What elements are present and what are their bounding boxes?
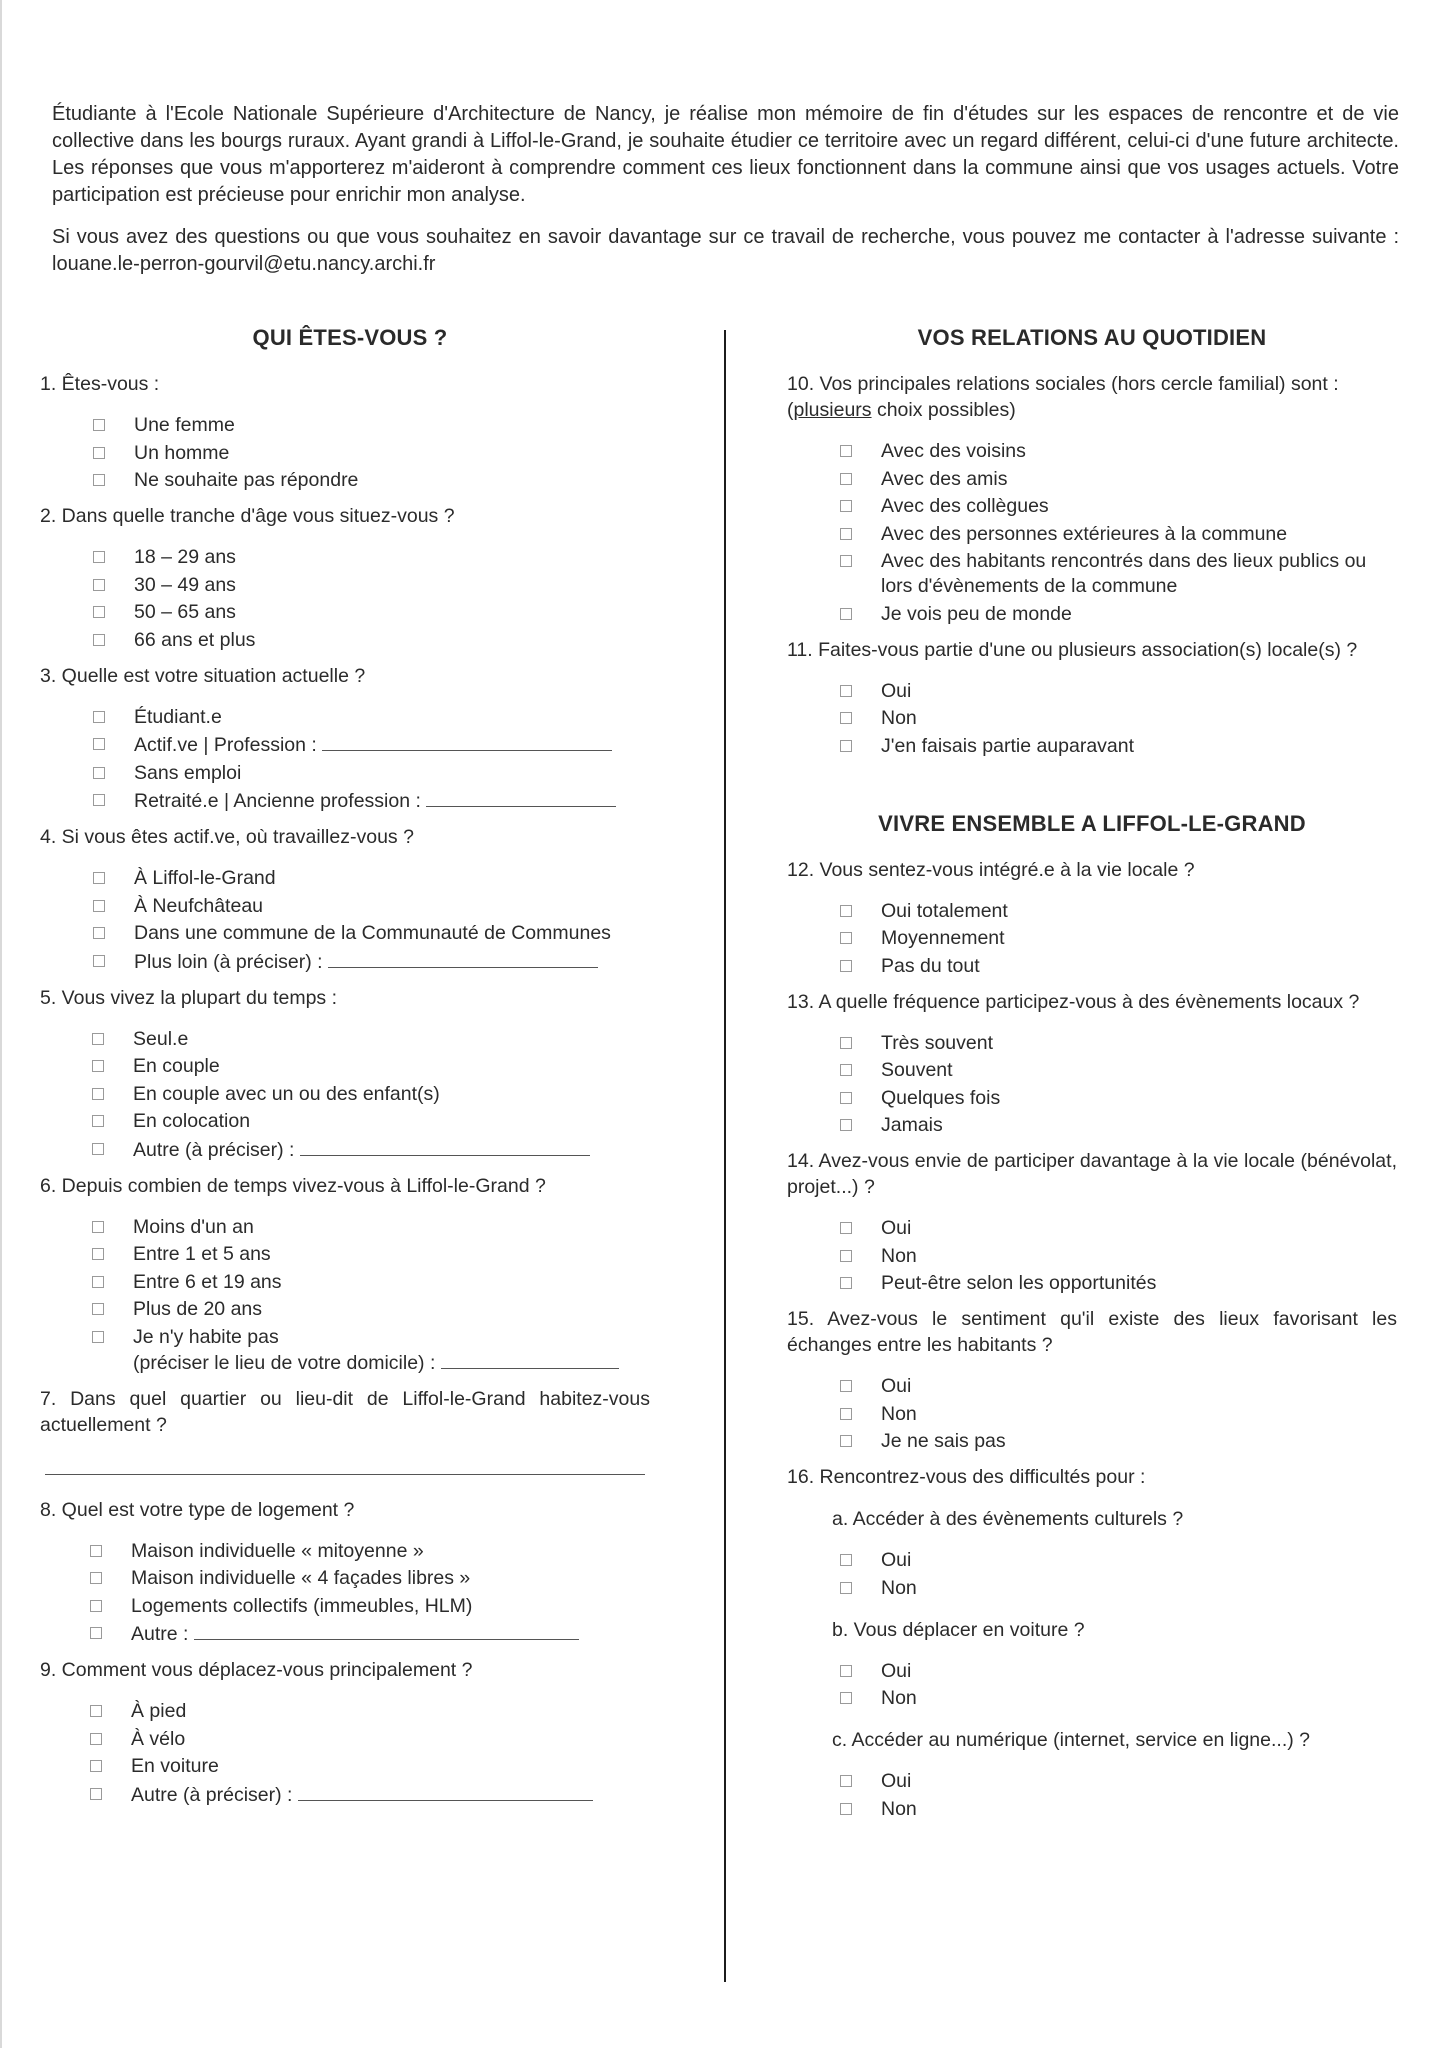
checkbox[interactable]	[92, 1248, 104, 1260]
option-label: Oui	[881, 1375, 912, 1397]
checkbox[interactable]	[840, 555, 852, 567]
question-text: 15. Avez-vous le sentiment qu'il existe des lieux favorisant les échanges entre les habitants ?	[787, 1308, 1397, 1356]
option-item[interactable]	[840, 1374, 1397, 1399]
option-item[interactable]	[90, 1594, 650, 1619]
option-list	[840, 679, 1397, 759]
option-label: 66 ans et plus	[134, 628, 256, 651]
option-label: Avec des voisins	[881, 440, 1026, 462]
option-text: Retraité.e | Ancienne profession :	[134, 790, 421, 812]
option-item[interactable]	[840, 1769, 1397, 1794]
option-label: En couple	[133, 1055, 220, 1077]
checkbox[interactable]	[93, 447, 105, 459]
question-12	[787, 857, 1397, 979]
option-item[interactable]	[92, 1325, 650, 1376]
option-item[interactable]	[840, 954, 1397, 979]
option-item[interactable]	[93, 600, 650, 625]
question-7	[40, 1386, 650, 1487]
option-item[interactable]	[92, 1270, 650, 1295]
left-column	[40, 325, 650, 1818]
option-label	[134, 949, 650, 975]
option-label: En colocation	[133, 1110, 251, 1132]
question-text: 14. Avez-vous envie de participer davantage à la vie locale (bénévolat, projet...) ?	[787, 1150, 1397, 1198]
option-list	[840, 1031, 1397, 1139]
checkbox[interactable]	[93, 551, 105, 563]
section-title-vivre: VIVRE ENSEMBLE A LIFFOL-LE-GRAND	[878, 810, 1306, 836]
checkbox[interactable]	[93, 927, 105, 939]
option-item[interactable]	[93, 545, 650, 570]
checkbox[interactable]	[92, 1303, 104, 1315]
question-text: 7. Dans quel quartier ou lieu-dit de Liffol-le-Grand habitez-vous actuellement ?	[40, 1387, 650, 1436]
question-text: 16. Rencontrez-vous des difficultés pour :	[787, 1466, 1146, 1488]
option-list	[93, 545, 650, 653]
checkbox[interactable]	[92, 1276, 104, 1288]
option-label: Peut-être selon les opportunités	[881, 1272, 1157, 1294]
question-1	[40, 371, 650, 493]
option-list	[840, 439, 1397, 627]
option-text: Autre (à préciser) :	[131, 1783, 293, 1806]
option-item[interactable]	[92, 1054, 650, 1079]
option-label: Étudiant.e	[134, 705, 222, 728]
option-item[interactable]	[92, 1109, 650, 1134]
option-label: Dans une commune de la Communauté de Communes	[134, 922, 611, 944]
option-item[interactable]	[840, 494, 1397, 519]
option-label: En couple avec un ou des enfant(s)	[133, 1082, 440, 1105]
option-item[interactable]	[93, 468, 650, 493]
column-divider	[724, 330, 726, 1982]
option-item[interactable]	[840, 1429, 1397, 1454]
option-list	[840, 1769, 1397, 1822]
option-label: À pied	[131, 1700, 187, 1722]
option-item[interactable]	[93, 866, 650, 891]
question-16	[787, 1464, 1397, 1822]
option-item[interactable]	[840, 1797, 1397, 1822]
option-item[interactable]	[92, 1242, 650, 1267]
quartier-answer-line[interactable]	[45, 1438, 645, 1475]
option-item[interactable]	[840, 926, 1397, 951]
option-item[interactable]	[90, 1754, 650, 1779]
checkbox[interactable]	[93, 579, 105, 591]
question-text: 13. A quelle fréquence participez-vous à des évènements locaux ?	[787, 990, 1360, 1013]
domicile-blank[interactable]	[441, 1350, 619, 1369]
option-item[interactable]	[840, 602, 1397, 627]
option-label	[134, 788, 650, 814]
option-item[interactable]	[90, 1782, 650, 1808]
option-list	[90, 1539, 650, 1648]
option-label: Oui	[881, 1659, 912, 1682]
checkbox[interactable]	[92, 1088, 104, 1100]
checkbox[interactable]	[840, 685, 852, 697]
checkbox[interactable]	[840, 1803, 852, 1815]
intro-contact-paragraph: Si vous avez des questions ou que vous souhaitez en savoir davantage sur ce travail de recherche, vous pouvez me contacter à l'adresse suivante : louane.le-perron-gourvil@etu.nancy.archi.fr	[52, 226, 1399, 275]
option-label: Maison individuelle « 4 façades libres »	[131, 1567, 471, 1589]
option-label: Oui	[881, 679, 912, 702]
checkbox[interactable]	[90, 1760, 102, 1772]
option-item[interactable]	[93, 573, 650, 598]
checkbox[interactable]	[840, 1222, 852, 1234]
checkbox[interactable]	[92, 1221, 104, 1233]
question-3	[40, 663, 650, 815]
option-item[interactable]	[840, 1244, 1397, 1269]
option-label: Plus de 20 ans	[133, 1298, 263, 1320]
question-6	[40, 1173, 650, 1376]
question-text: 10. Vos principales relations sociales (hors cercle familial) sont :	[787, 373, 1339, 395]
option-item[interactable]	[92, 1082, 650, 1107]
checkbox[interactable]	[93, 767, 105, 779]
option-list	[92, 1027, 650, 1163]
question-11	[787, 637, 1397, 759]
option-item[interactable]	[93, 894, 650, 919]
question-text: 5. Vous vivez la plupart du temps :	[40, 986, 337, 1009]
option-item[interactable]	[90, 1727, 650, 1752]
option-label	[131, 1621, 650, 1647]
option-label: Sans emploi	[134, 761, 242, 784]
option-label: Jamais	[881, 1114, 943, 1136]
checkbox[interactable]	[840, 1092, 852, 1104]
option-label: Très souvent	[881, 1031, 993, 1054]
option-item[interactable]	[93, 949, 650, 975]
former-profession-blank[interactable]	[426, 788, 616, 807]
option-list	[840, 1659, 1397, 1712]
option-item[interactable]	[840, 1113, 1397, 1138]
option-label: Oui	[881, 1549, 912, 1571]
checkbox[interactable]	[93, 606, 105, 618]
question-8	[40, 1497, 650, 1648]
option-list	[840, 1216, 1397, 1296]
option-label: Avec des amis	[881, 467, 1008, 490]
option-item[interactable]	[93, 788, 650, 814]
checkbox[interactable]	[90, 1733, 102, 1745]
option-label: En voiture	[131, 1755, 219, 1777]
question-text: 4. Si vous êtes actif.ve, où travaillez-vous ?	[40, 826, 414, 848]
checkbox[interactable]	[840, 528, 852, 540]
option-list	[92, 1215, 650, 1376]
option-item[interactable]	[840, 679, 1397, 704]
checkbox[interactable]	[840, 1692, 852, 1704]
profession-blank[interactable]	[322, 732, 612, 751]
option-label: J'en faisais partie auparavant	[881, 734, 1135, 757]
option-label	[133, 1137, 650, 1163]
option-item[interactable]	[93, 705, 650, 730]
option-label: Souvent	[881, 1059, 953, 1081]
question-10	[787, 371, 1397, 627]
option-item[interactable]	[93, 628, 650, 653]
other-transport-blank[interactable]	[298, 1782, 593, 1801]
option-label: Un homme	[134, 441, 230, 464]
option-label	[134, 732, 650, 758]
option-item[interactable]	[840, 1686, 1397, 1711]
option-item[interactable]	[840, 734, 1397, 759]
option-item[interactable]	[840, 549, 1397, 599]
option-label: Non	[881, 707, 917, 729]
checkbox[interactable]	[840, 1119, 852, 1131]
hint-rest: choix possibles)	[871, 399, 1016, 421]
option-item[interactable]	[840, 1659, 1397, 1684]
option-item[interactable]	[840, 1058, 1397, 1083]
checkbox[interactable]	[840, 1064, 852, 1076]
option-item[interactable]	[840, 1402, 1397, 1427]
option-item[interactable]	[93, 441, 650, 466]
checkbox[interactable]	[90, 1627, 102, 1639]
option-label: Non	[881, 1576, 917, 1599]
option-label: Non	[881, 1244, 917, 1267]
checkbox[interactable]	[840, 500, 852, 512]
option-label: 50 – 65 ans	[134, 601, 236, 623]
question-text: 9. Comment vous déplacez-vous principalement ?	[40, 1659, 473, 1681]
checkbox[interactable]	[93, 474, 105, 486]
question-text: 2. Dans quelle tranche d'âge vous situez-vous ?	[40, 505, 455, 527]
option-label: Non	[881, 1797, 917, 1820]
option-item[interactable]	[840, 1216, 1397, 1241]
question-text: 11. Faites-vous partie d'une ou plusieurs association(s) locale(s) ?	[787, 638, 1358, 661]
checkbox[interactable]	[93, 900, 105, 912]
checkbox[interactable]	[92, 1060, 104, 1072]
checkbox[interactable]	[93, 955, 105, 967]
option-detail: (préciser le lieu de votre domicile) :	[133, 1351, 436, 1374]
question-4	[40, 824, 650, 975]
option-label: Je vois peu de monde	[881, 602, 1072, 625]
checkbox[interactable]	[840, 1380, 852, 1392]
checkbox[interactable]	[840, 1665, 852, 1677]
question-text: 1. Êtes-vous :	[40, 373, 160, 395]
option-item[interactable]	[90, 1566, 650, 1591]
checkbox[interactable]	[840, 445, 852, 457]
section-title-relations: VOS RELATIONS AU QUOTIDIEN	[917, 325, 1267, 350]
checkbox[interactable]	[93, 711, 105, 723]
option-list	[840, 1548, 1397, 1601]
question-14	[787, 1148, 1397, 1296]
checkbox[interactable]	[840, 1408, 852, 1420]
checkbox[interactable]	[840, 1250, 852, 1262]
option-label: Non	[881, 1402, 917, 1425]
checkbox[interactable]	[90, 1705, 102, 1717]
checkbox[interactable]	[93, 794, 105, 806]
hint-underlined: plusieurs	[793, 399, 872, 421]
checkbox[interactable]	[90, 1545, 102, 1557]
option-item[interactable]	[92, 1215, 650, 1240]
option-text: Autre :	[131, 1623, 189, 1645]
option-item[interactable]	[840, 439, 1397, 464]
right-column	[787, 325, 1397, 1832]
checkbox[interactable]	[92, 1115, 104, 1127]
checkbox[interactable]	[90, 1572, 102, 1584]
option-label: Avec des personnes extérieures à la commune	[881, 522, 1288, 545]
option-item[interactable]	[90, 1699, 650, 1724]
option-list	[840, 1374, 1397, 1454]
option-item[interactable]	[90, 1621, 650, 1647]
checkbox[interactable]	[840, 905, 852, 917]
checkbox[interactable]	[92, 1143, 104, 1155]
checkbox[interactable]	[840, 1277, 852, 1289]
option-item[interactable]	[92, 1027, 650, 1052]
checkbox[interactable]	[93, 872, 105, 884]
option-list	[93, 413, 650, 493]
question-13	[787, 989, 1397, 1139]
checkbox[interactable]	[90, 1600, 102, 1612]
option-text: Plus loin (à préciser) :	[134, 950, 323, 973]
option-item[interactable]	[840, 706, 1397, 731]
option-label: Moins d'un an	[133, 1215, 254, 1238]
question-2	[40, 503, 650, 653]
other-housing-blank[interactable]	[194, 1621, 579, 1640]
option-label: Oui totalement	[881, 899, 1008, 922]
question-text: 6. Depuis combien de temps vivez-vous à Liffol-le-Grand ?	[40, 1174, 546, 1197]
checkbox[interactable]	[90, 1788, 102, 1800]
question-hint	[787, 397, 1397, 423]
location-blank[interactable]	[328, 949, 598, 968]
section-title-qui: QUI ÊTES-VOUS ?	[252, 325, 448, 350]
option-label: À vélo	[131, 1727, 186, 1750]
option-label: Seul.e	[133, 1027, 189, 1050]
option-label: Entre 1 et 5 ans	[133, 1243, 271, 1265]
option-label: Une femme	[134, 414, 235, 436]
option-label: Logements collectifs (immeubles, HLM)	[131, 1594, 473, 1617]
intro-paragraph: Étudiante à l'Ecole Nationale Supérieure d'Architecture de Nancy, je réalise mon mémoire de fin d'études sur les espaces de rencontre et de vie collective dans les bourgs ruraux. Ayant grandi à Liffol-le-Grand, je souhaite étudier ce territoire avec un regard différent, celui-ci d'une future architecte. Les réponses que vous m'apporterez m'aideront à comprendre comment ces lieux fonctionnent dans la commune ainsi que vos usages actuels. Votre participation est précieuse pour enrichir mon analyse.	[52, 103, 1399, 206]
option-label: Entre 6 et 19 ans	[133, 1270, 282, 1293]
option-label: 18 – 29 ans	[134, 546, 236, 568]
checkbox[interactable]	[840, 932, 852, 944]
option-label: Maison individuelle « mitoyenne »	[131, 1539, 424, 1562]
option-label: Moyennement	[881, 927, 1005, 949]
option-item[interactable]	[93, 413, 650, 438]
checkbox[interactable]	[840, 740, 852, 752]
checkbox[interactable]	[92, 1331, 104, 1343]
checkbox[interactable]	[840, 608, 852, 620]
checkbox[interactable]	[840, 1582, 852, 1594]
question-text: 8. Quel est votre type de logement ?	[40, 1498, 355, 1521]
checkbox[interactable]	[840, 1775, 852, 1787]
checkbox[interactable]	[93, 634, 105, 646]
option-list	[90, 1699, 650, 1808]
option-item[interactable]	[92, 1297, 650, 1322]
option-label: Avec des habitants rencontrés dans des lieux publics ou lors d'évènements de la commune	[881, 550, 1367, 597]
option-label: Quelques fois	[881, 1086, 1001, 1109]
question-16a-text: a. Accéder à des évènements culturels ?	[832, 1508, 1184, 1530]
question-16b-text: b. Vous déplacer en voiture ?	[832, 1618, 1085, 1641]
checkbox[interactable]	[840, 1554, 852, 1566]
checkbox[interactable]	[840, 1037, 852, 1049]
checkbox[interactable]	[840, 1435, 852, 1447]
option-label	[133, 1325, 650, 1376]
option-item[interactable]	[93, 761, 650, 786]
question-text: 12. Vous sentez-vous intégré.e à la vie locale ?	[787, 858, 1195, 881]
option-item[interactable]	[840, 1086, 1397, 1111]
checkbox[interactable]	[840, 712, 852, 724]
question-16c-text: c. Accéder au numérique (internet, service en ligne...) ?	[832, 1729, 1310, 1751]
page-edge	[0, 0, 2, 2048]
option-label: Avec des collègues	[881, 495, 1049, 517]
question-15	[787, 1306, 1397, 1454]
option-label: À Liffol-le-Grand	[134, 867, 276, 889]
question-9	[40, 1657, 650, 1808]
other-blank[interactable]	[300, 1137, 590, 1156]
option-list	[93, 705, 650, 815]
option-item[interactable]	[840, 467, 1397, 492]
option-list	[840, 899, 1397, 979]
option-label: Non	[881, 1687, 917, 1709]
option-item[interactable]	[90, 1539, 650, 1564]
option-item[interactable]	[840, 1576, 1397, 1601]
checkbox[interactable]	[92, 1033, 104, 1045]
option-label: 30 – 49 ans	[134, 573, 236, 596]
option-item[interactable]	[93, 921, 650, 946]
checkbox[interactable]	[840, 960, 852, 972]
hint-open: (	[787, 399, 794, 421]
option-text: Autre (à préciser) :	[133, 1138, 295, 1161]
option-label: Oui	[881, 1217, 912, 1239]
option-item[interactable]	[840, 522, 1397, 547]
option-item[interactable]	[840, 899, 1397, 924]
option-text: Je n'y habite pas	[133, 1325, 279, 1348]
option-label: Pas du tout	[881, 954, 980, 977]
option-label	[131, 1782, 650, 1808]
option-item[interactable]	[93, 732, 650, 758]
option-item[interactable]	[840, 1271, 1397, 1296]
option-label: Je ne sais pas	[881, 1430, 1006, 1452]
checkbox[interactable]	[93, 738, 105, 750]
option-list	[93, 866, 650, 975]
option-item[interactable]	[840, 1548, 1397, 1573]
question-5	[40, 985, 650, 1163]
option-label: Oui	[881, 1770, 912, 1792]
checkbox[interactable]	[93, 419, 105, 431]
checkbox[interactable]	[840, 473, 852, 485]
question-text: 3. Quelle est votre situation actuelle ?	[40, 664, 366, 687]
option-item[interactable]	[92, 1137, 650, 1163]
option-text: Actif.ve | Profession :	[134, 734, 317, 756]
option-item[interactable]	[840, 1031, 1397, 1056]
option-label: À Neufchâteau	[134, 894, 264, 917]
option-label: Ne souhaite pas répondre	[134, 469, 359, 491]
